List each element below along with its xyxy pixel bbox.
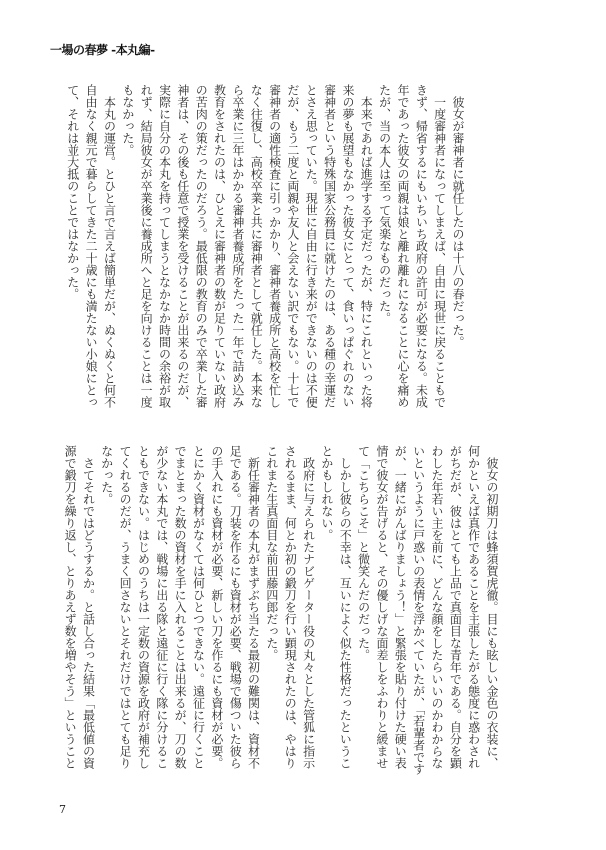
text-column: 一度審神者になってしまえば、自由に現世に戻ることもで — [432, 84, 447, 408]
text-column: でまとまった数の資材を手に入れることは出来るが、刀の数 — [173, 445, 188, 769]
running-header-title: 一場の春夢 -本丸編- — [50, 43, 155, 57]
text-column: 彼女が審神者に就任したのは十八の春だった。 — [451, 84, 465, 348]
text-column: 教育をされたのは、ひとえに審神者の数が足りていない政府 — [212, 84, 227, 408]
text-column: の手入れにも資材が必要、新しい刀を作るにも資材が必要。 — [209, 445, 224, 769]
text-column: 情で彼女が告げると、その優しげな面差しをふわりと緩ませ — [374, 445, 389, 769]
text-column: なく往復し、高校卒業と共に審神者として就任した。本来な — [249, 84, 264, 408]
text-column: て「こちらこそ」と微笑んだのだった。 — [356, 445, 371, 661]
text-column: さてそれではどうするか。と話し合った結果「最低値の資 — [81, 445, 96, 769]
text-column: 何かといえば真作であることを主張したがる態度に惑わされ — [466, 445, 481, 769]
text-column: の苦肉の策だったのだろう。最低限の教育のみで卒業した審 — [194, 84, 209, 408]
text-column: 政府に与えられたナビゲーター役の丸々とした管狐に指示 — [301, 445, 316, 769]
text-column: 彼女の初期刀は蜂須賀虎徹。目にも眩しい金色の衣装に、 — [485, 445, 499, 769]
text-column: 新任審神者の本丸がまずぶち当たる最初の難関は、資材不 — [246, 445, 261, 769]
text-column: なかった。 — [99, 445, 114, 505]
text-column: れず、結局彼女が卒業後に養成所へと足を向けることは一度 — [139, 84, 154, 408]
text-column: もなかった。 — [120, 84, 135, 156]
text-column: これまた生真面目な前田藤四郎だった。 — [264, 445, 279, 661]
text-column: て、それは並大抵のことではなかった。 — [65, 84, 80, 300]
text-column: 審神者という特殊国家公務員に就けたのは、ある種の幸運だ — [322, 84, 337, 408]
text-column: 本丸の運営。とひと言で言えば簡単だが、ぬくぬくと何不 — [102, 84, 117, 408]
text-column: とさえ思っていた。現世に自由に行き来ができないのは不便 — [304, 84, 319, 408]
text-column: 源で鍛刀を繰り返し、とりあえず数を増やそう」ということ — [63, 445, 78, 769]
text-column: 本来であれば進学する予定だったが、特にこれといった将 — [359, 84, 374, 408]
text-block-lower — [61, 445, 501, 785]
text-block-upper — [63, 84, 467, 424]
text-column: わした年若い主を前に、どんな顔をしたらいいのかわからな — [429, 445, 444, 769]
text-column: 年であった彼女の両親は娘と離れ離れになることに心を痛め — [395, 84, 410, 408]
text-column: 実際に自分の本丸を持ってしまうとなかなか時間の余裕が取 — [157, 84, 172, 408]
text-column: いというように戸惑いの表情を浮かべていたが、「若輩者です — [411, 445, 426, 775]
text-column: されるまま、何とか初の鍛刀を行い顕現されたのは、やはり — [283, 445, 298, 769]
text-column: たが、当の本人は至って気楽なものだった。 — [377, 84, 392, 324]
text-column: しかし彼らの不幸は、互いによく似た性格だったというこ — [338, 445, 353, 769]
text-column: が少ない本丸では、戦場に出る隊と遠征に行く隊に分けるこ — [154, 445, 169, 769]
text-column: ともできない。はじめのうちは一定数の資源を政府が補充し — [136, 445, 151, 769]
text-column: がちだが、彼はとても上品で真面目な青年である。自分を顕 — [448, 445, 463, 769]
text-column: ら卒業に三年はかかる審神者養成所をたった一年で詰め込み — [230, 84, 245, 408]
text-column: とにかく資材がなくては何ひとつできない。遠征に行くこと — [191, 445, 206, 769]
text-column: が、一緒にがんばりましょう！」と緊張を貼り付けた硬い表 — [393, 445, 408, 769]
text-column: きず、帰省するにもいちいち政府の許可が必要になる。未成 — [414, 84, 429, 408]
text-column: 足である。刀装を作るにも資材が必要、戦場で傷ついた彼ら — [228, 445, 243, 769]
text-column: 自由なく親元で暮らしてきた二十歳にも満たない小娘にとっ — [84, 84, 99, 408]
page-number: 7 — [59, 803, 66, 816]
text-column: 神者は、その後も任意で授業を受けることが出来るのだが、 — [175, 84, 190, 408]
text-column: とかもしれない。 — [319, 445, 334, 541]
text-column: 審神者の適性検査に引っかかり、審神者養成所と高校を忙し — [267, 84, 282, 408]
text-column: てくれるのだが、うまく回さないとそれだけではとても足り — [118, 445, 133, 769]
text-column: だが、もう二度と両親や友人と会えない訳でもない。十七で — [285, 84, 300, 408]
text-column: 来の夢も展望もなかった彼女にとって、食いっぱぐれのない — [340, 84, 355, 408]
